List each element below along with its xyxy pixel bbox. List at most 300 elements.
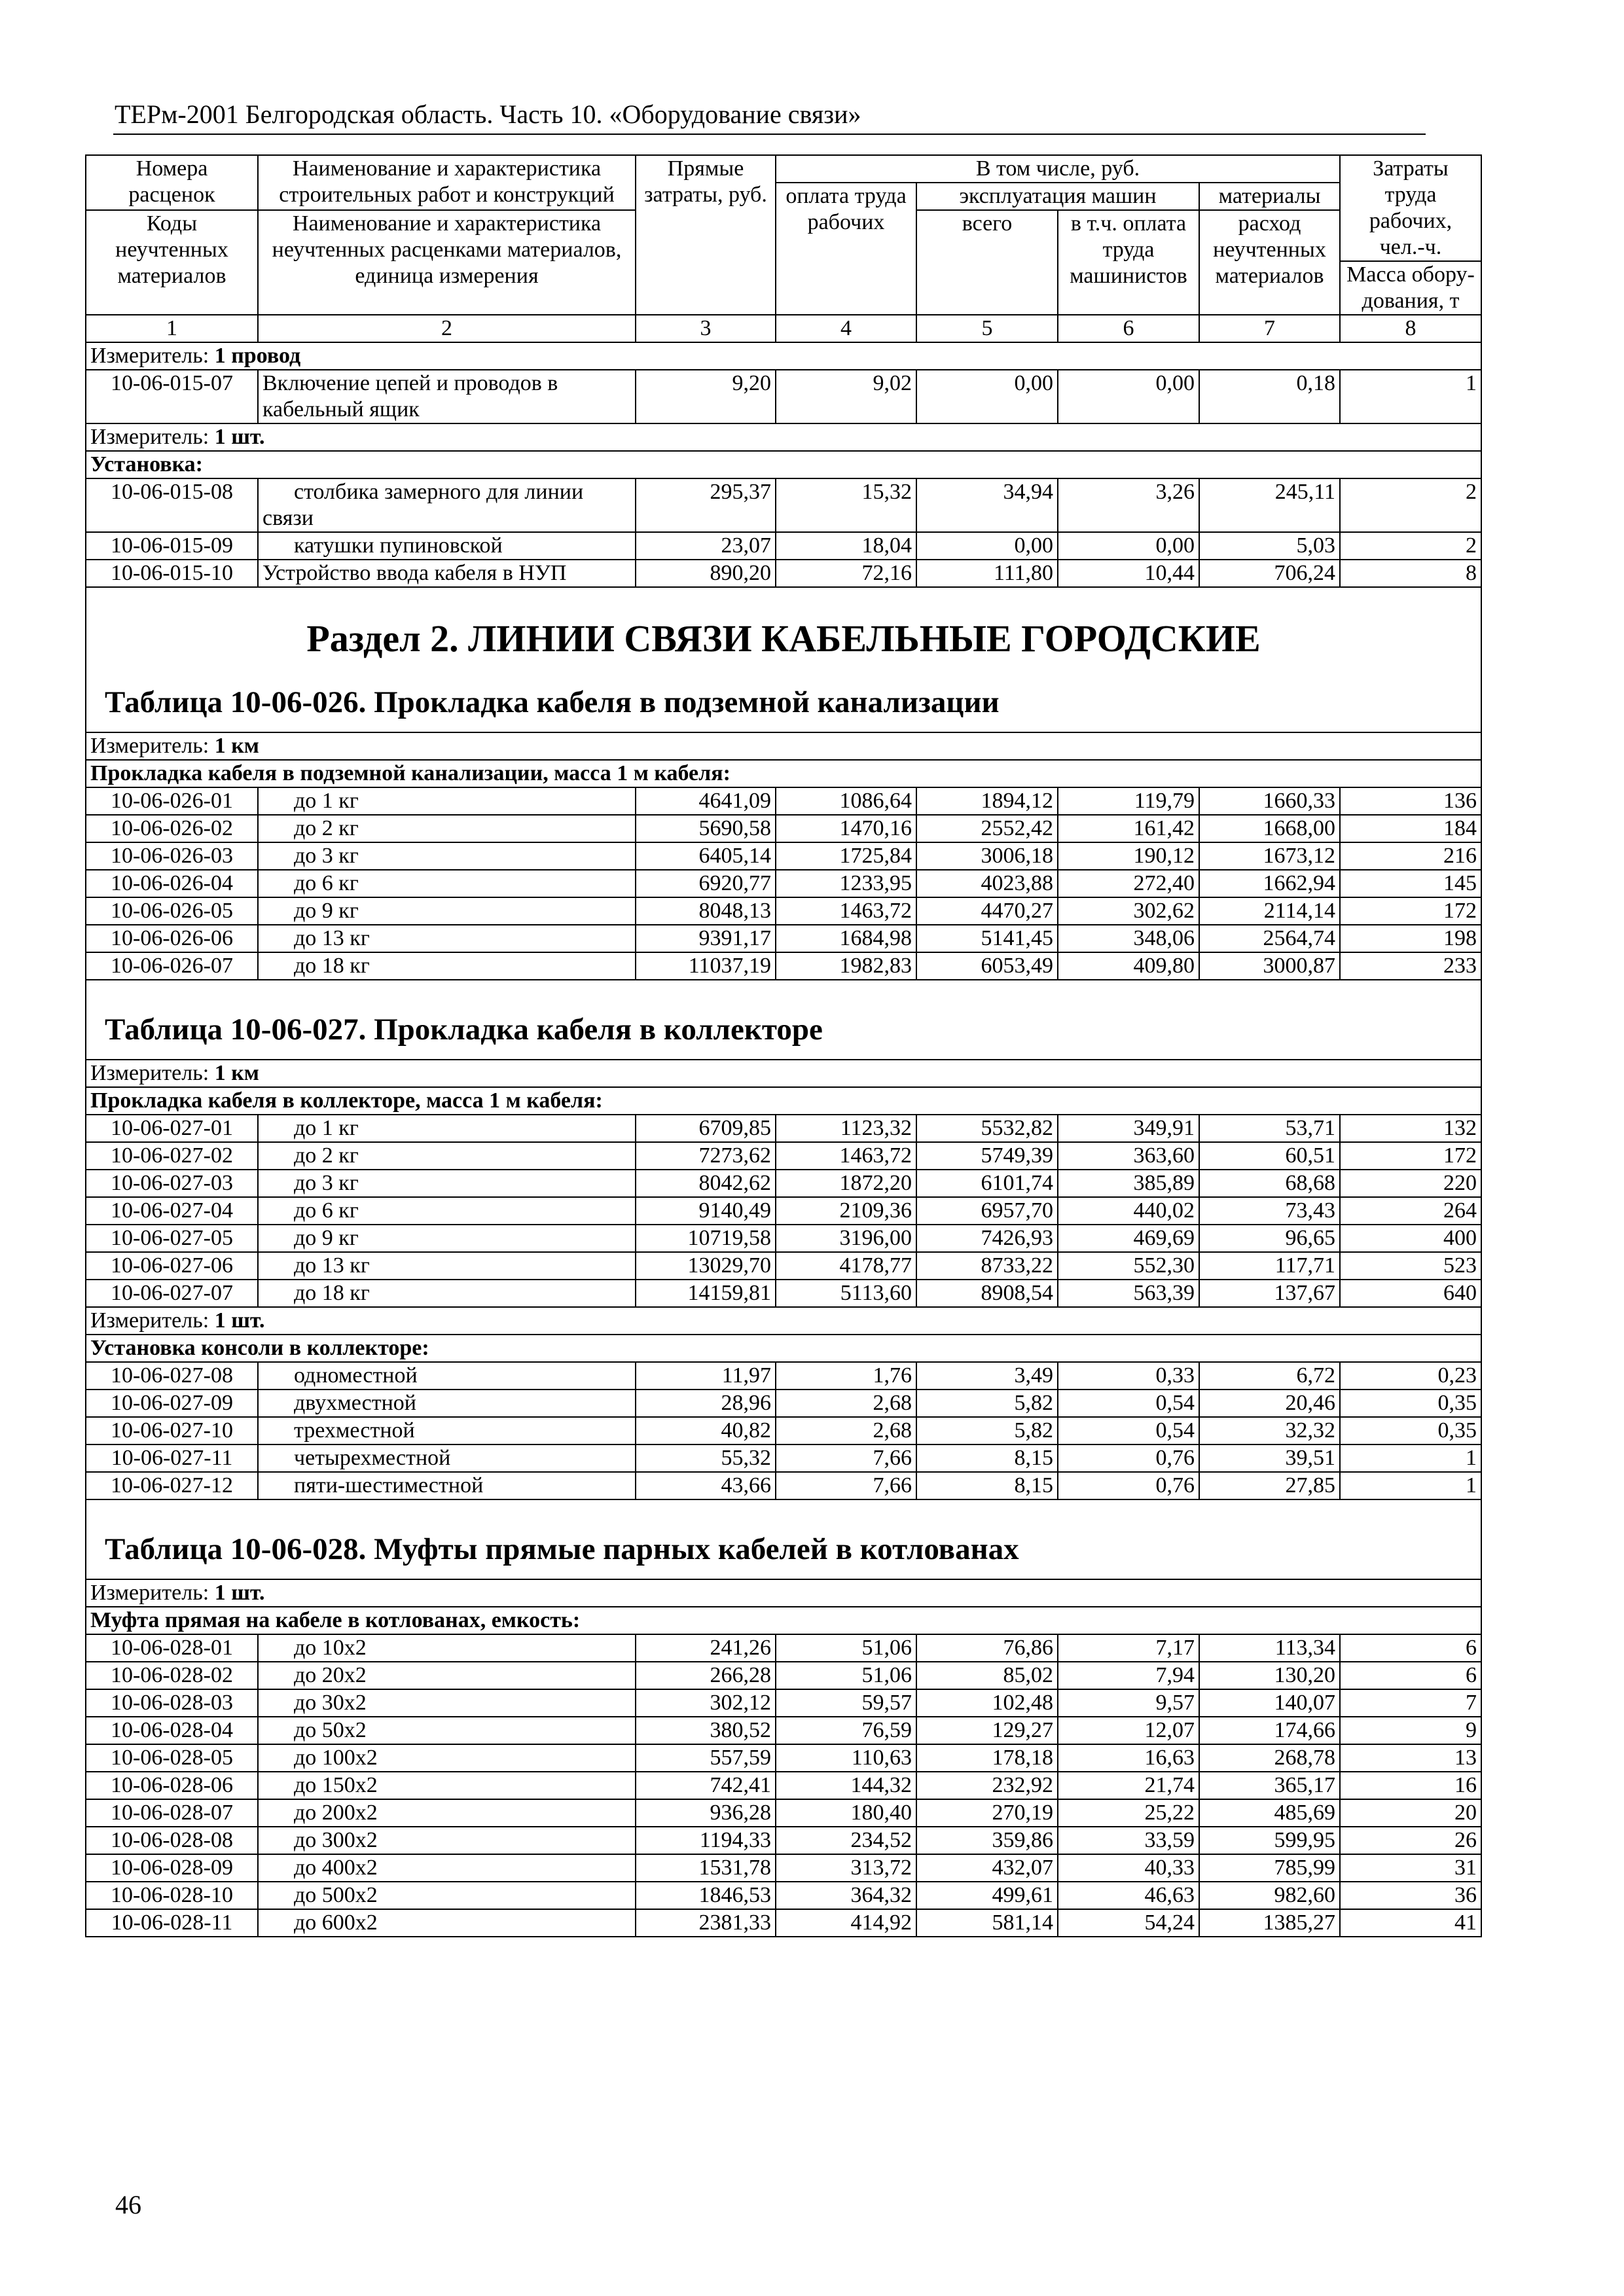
- direct-costs: 4641,09: [636, 787, 776, 815]
- col-header-material-codes: Коды неучтенных материалов: [86, 210, 258, 315]
- rate-code: 10-06-015-10: [86, 560, 258, 587]
- rate-name: до 500х2: [258, 1882, 636, 1909]
- direct-costs: 9391,17: [636, 925, 776, 952]
- labor-costs: 400: [1340, 1225, 1481, 1252]
- operator-pay: 119,79: [1058, 787, 1199, 815]
- direct-costs: 2381,33: [636, 1909, 776, 1937]
- machines-total: 270,19: [916, 1799, 1058, 1827]
- machines-total: 178,18: [916, 1744, 1058, 1772]
- worker-pay: 1725,84: [776, 842, 916, 870]
- operator-pay: 0,33: [1058, 1362, 1199, 1390]
- labor-costs: 1: [1340, 1472, 1481, 1499]
- machines-total: 34,94: [916, 478, 1058, 532]
- materials: 20,46: [1199, 1390, 1340, 1417]
- rate-code: 10-06-026-04: [86, 870, 258, 897]
- rate-code: 10-06-027-12: [86, 1472, 258, 1499]
- table-row: [86, 1142, 1481, 1170]
- materials: 39,51: [1199, 1444, 1340, 1472]
- operator-pay: 16,63: [1058, 1744, 1199, 1772]
- worker-pay: 1463,72: [776, 1142, 916, 1170]
- worker-pay: 144,32: [776, 1772, 916, 1799]
- worker-pay: 7,66: [776, 1472, 916, 1499]
- rate-name: двухместной: [258, 1390, 636, 1417]
- rate-code: 10-06-015-07: [86, 370, 258, 423]
- table-row: [86, 478, 1481, 532]
- direct-costs: 1846,53: [636, 1882, 776, 1909]
- materials: 137,67: [1199, 1280, 1340, 1307]
- operator-pay: 33,59: [1058, 1827, 1199, 1854]
- operator-pay: 0,00: [1058, 532, 1199, 560]
- unit-row: [86, 342, 1481, 370]
- unit-label: Измеритель: 1 шт.: [86, 423, 1481, 451]
- labor-costs: 31: [1340, 1854, 1481, 1882]
- column-number: 2: [258, 315, 636, 342]
- operator-pay: 40,33: [1058, 1854, 1199, 1882]
- labor-costs: 233: [1340, 952, 1481, 980]
- direct-costs: 9140,49: [636, 1197, 776, 1225]
- materials: 485,69: [1199, 1799, 1340, 1827]
- labor-costs: 145: [1340, 870, 1481, 897]
- table-row: [86, 787, 1481, 815]
- table-row: [86, 842, 1481, 870]
- operator-pay: 440,02: [1058, 1197, 1199, 1225]
- subheading-row: [86, 1335, 1481, 1362]
- rate-code: 10-06-028-11: [86, 1909, 258, 1937]
- table-row: [86, 1689, 1481, 1717]
- operator-pay: 385,89: [1058, 1170, 1199, 1197]
- materials: 268,78: [1199, 1744, 1340, 1772]
- rate-code: 10-06-028-07: [86, 1799, 258, 1827]
- rate-name: до 30х2: [258, 1689, 636, 1717]
- machines-total: 5749,39: [916, 1142, 1058, 1170]
- materials: 0,18: [1199, 370, 1340, 423]
- rate-name: Устройство ввода кабеля в НУП: [258, 560, 636, 587]
- table-row: [86, 952, 1481, 980]
- operator-pay: 21,74: [1058, 1772, 1199, 1799]
- operator-pay: 302,62: [1058, 897, 1199, 925]
- worker-pay: 72,16: [776, 560, 916, 587]
- unit-row: [86, 1579, 1481, 1607]
- table-row: [86, 1472, 1481, 1499]
- worker-pay: 5113,60: [776, 1280, 916, 1307]
- operator-pay: 25,22: [1058, 1799, 1199, 1827]
- labor-costs: 172: [1340, 1142, 1481, 1170]
- rate-code: 10-06-015-09: [86, 532, 258, 560]
- subheading: Прокладка кабеля в подземной канализации, масса 1 м кабеля:: [86, 760, 1481, 787]
- running-header: ТЕРм-2001 Белгородская область. Часть 10. «Оборудование связи»: [115, 99, 861, 129]
- direct-costs: 380,52: [636, 1717, 776, 1744]
- worker-pay: 18,04: [776, 532, 916, 560]
- rate-name: до 3 кг: [258, 1170, 636, 1197]
- worker-pay: 1086,64: [776, 787, 916, 815]
- table-row: [86, 870, 1481, 897]
- table-title-cell: [86, 980, 1481, 1060]
- rate-name: до 6 кг: [258, 1197, 636, 1225]
- col-header-machines: эксплуатация машин: [916, 183, 1199, 210]
- column-number: 6: [1058, 315, 1199, 342]
- worker-pay: 2,68: [776, 1417, 916, 1444]
- worker-pay: 1463,72: [776, 897, 916, 925]
- table-row: [86, 1662, 1481, 1689]
- labor-costs: 1: [1340, 370, 1481, 423]
- table-row: [86, 1634, 1481, 1662]
- rate-code: 10-06-027-11: [86, 1444, 258, 1472]
- direct-costs: 28,96: [636, 1390, 776, 1417]
- rate-name: до 20х2: [258, 1662, 636, 1689]
- rate-name: до 3 кг: [258, 842, 636, 870]
- machines-total: 499,61: [916, 1882, 1058, 1909]
- worker-pay: 76,59: [776, 1717, 916, 1744]
- table-row: [86, 925, 1481, 952]
- labor-costs: 0,35: [1340, 1390, 1481, 1417]
- rate-name: до 1 кг: [258, 787, 636, 815]
- rate-code: 10-06-027-04: [86, 1197, 258, 1225]
- rate-name: столбика замерного для линии связи: [258, 478, 636, 532]
- machines-total: 85,02: [916, 1662, 1058, 1689]
- section-title: Раздел 2. ЛИНИИ СВЯЗИ КАБЕЛЬНЫЕ ГОРОДСКИЕ: [306, 617, 1261, 660]
- column-number: 1: [86, 315, 258, 342]
- materials: 6,72: [1199, 1362, 1340, 1390]
- direct-costs: 8048,13: [636, 897, 776, 925]
- direct-costs: 13029,70: [636, 1252, 776, 1280]
- col-header-direct-costs: Прямые затраты, руб.: [636, 155, 776, 315]
- table-title: Таблица 10-06-028. Муфты прямые парных кабелей в котлованах: [105, 1532, 1019, 1566]
- table-row: [86, 1799, 1481, 1827]
- operator-pay: 0,00: [1058, 370, 1199, 423]
- column-number: 8: [1340, 315, 1481, 342]
- direct-costs: 8042,62: [636, 1170, 776, 1197]
- direct-costs: 266,28: [636, 1662, 776, 1689]
- materials: 174,66: [1199, 1717, 1340, 1744]
- operator-pay: 363,60: [1058, 1142, 1199, 1170]
- table-row: [86, 1827, 1481, 1854]
- labor-costs: 9: [1340, 1717, 1481, 1744]
- materials: 245,11: [1199, 478, 1340, 532]
- worker-pay: 1684,98: [776, 925, 916, 952]
- worker-pay: 2,68: [776, 1390, 916, 1417]
- labor-costs: 6: [1340, 1634, 1481, 1662]
- col-header-labor-costs: Затраты труда рабочих, чел.-ч.: [1340, 155, 1481, 261]
- rate-name: трехместной: [258, 1417, 636, 1444]
- materials: 32,32: [1199, 1417, 1340, 1444]
- operator-pay: 348,06: [1058, 925, 1199, 952]
- unit-row: [86, 1060, 1481, 1087]
- worker-pay: 2109,36: [776, 1197, 916, 1225]
- table-row: [86, 815, 1481, 842]
- table-row: [86, 1390, 1481, 1417]
- materials: 130,20: [1199, 1662, 1340, 1689]
- subheading-row: [86, 760, 1481, 787]
- rate-name: до 2 кг: [258, 815, 636, 842]
- rate-name: до 50х2: [258, 1717, 636, 1744]
- direct-costs: 302,12: [636, 1689, 776, 1717]
- labor-costs: 172: [1340, 897, 1481, 925]
- machines-total: 8,15: [916, 1472, 1058, 1499]
- worker-pay: 9,02: [776, 370, 916, 423]
- table-title-row: [86, 980, 1481, 1060]
- labor-costs: 6: [1340, 1662, 1481, 1689]
- column-number: 4: [776, 315, 916, 342]
- rate-name: до 1 кг: [258, 1115, 636, 1142]
- materials: 599,95: [1199, 1827, 1340, 1854]
- operator-pay: 9,57: [1058, 1689, 1199, 1717]
- col-header-worker-pay: оплата труда рабочих: [776, 183, 916, 315]
- machines-total: 2552,42: [916, 815, 1058, 842]
- direct-costs: 1194,33: [636, 1827, 776, 1854]
- rate-code: 10-06-028-04: [86, 1717, 258, 1744]
- worker-pay: 51,06: [776, 1662, 916, 1689]
- column-number: 5: [916, 315, 1058, 342]
- col-header-materials: материалы: [1199, 183, 1340, 210]
- table-row: [86, 1772, 1481, 1799]
- table-row: [86, 1115, 1481, 1142]
- labor-costs: 20: [1340, 1799, 1481, 1827]
- direct-costs: 241,26: [636, 1634, 776, 1662]
- table-row: [86, 1225, 1481, 1252]
- direct-costs: 6405,14: [636, 842, 776, 870]
- rate-name: до 6 кг: [258, 870, 636, 897]
- worker-pay: 3196,00: [776, 1225, 916, 1252]
- operator-pay: 409,80: [1058, 952, 1199, 980]
- direct-costs: 295,37: [636, 478, 776, 532]
- table-title: Таблица 10-06-026. Прокладка кабеля в подземной канализации: [105, 685, 1000, 719]
- rate-code: 10-06-027-08: [86, 1362, 258, 1390]
- direct-costs: 5690,58: [636, 815, 776, 842]
- operator-pay: 54,24: [1058, 1909, 1199, 1937]
- table-row: [86, 897, 1481, 925]
- rate-name: до 300х2: [258, 1827, 636, 1854]
- worker-pay: 1470,16: [776, 815, 916, 842]
- rate-name: Включение цепей и проводов в кабельный ящик: [258, 370, 636, 423]
- labor-costs: 216: [1340, 842, 1481, 870]
- subheading: Установка консоли в коллекторе:: [86, 1335, 1481, 1362]
- labor-costs: 13: [1340, 1744, 1481, 1772]
- worker-pay: 59,57: [776, 1689, 916, 1717]
- machines-total: 5141,45: [916, 925, 1058, 952]
- operator-pay: 161,42: [1058, 815, 1199, 842]
- direct-costs: 890,20: [636, 560, 776, 587]
- materials: 982,60: [1199, 1882, 1340, 1909]
- rate-code: 10-06-026-02: [86, 815, 258, 842]
- table-row: [86, 560, 1481, 587]
- machines-total: 0,00: [916, 370, 1058, 423]
- direct-costs: 1531,78: [636, 1854, 776, 1882]
- labor-costs: 2: [1340, 532, 1481, 560]
- subheading-row: [86, 1607, 1481, 1634]
- table-row: [86, 1197, 1481, 1225]
- section-heading-row: [86, 587, 1481, 732]
- materials: 785,99: [1199, 1854, 1340, 1882]
- machines-total: 6957,70: [916, 1197, 1058, 1225]
- worker-pay: 364,32: [776, 1882, 916, 1909]
- rate-code: 10-06-028-06: [86, 1772, 258, 1799]
- worker-pay: 4178,77: [776, 1252, 916, 1280]
- materials: 365,17: [1199, 1772, 1340, 1799]
- col-header-unaccounted-materials: расход неучтенных материалов: [1199, 210, 1340, 315]
- rate-name: до 100х2: [258, 1744, 636, 1772]
- col-header-work-name: Наименование и характеристика строительных работ и конструкций: [258, 155, 636, 210]
- materials: 1662,94: [1199, 870, 1340, 897]
- machines-total: 4023,88: [916, 870, 1058, 897]
- labor-costs: 1: [1340, 1444, 1481, 1472]
- direct-costs: 6709,85: [636, 1115, 776, 1142]
- materials: 140,07: [1199, 1689, 1340, 1717]
- unit-label: Измеритель: 1 провод: [86, 342, 1481, 370]
- materials: 53,71: [1199, 1115, 1340, 1142]
- table-row: [86, 1362, 1481, 1390]
- rate-code: 10-06-028-03: [86, 1689, 258, 1717]
- unit-label: Измеритель: 1 шт.: [86, 1579, 1481, 1607]
- table-row: [86, 532, 1481, 560]
- operator-pay: 7,17: [1058, 1634, 1199, 1662]
- direct-costs: 55,32: [636, 1444, 776, 1472]
- machines-total: 76,86: [916, 1634, 1058, 1662]
- rate-code: 10-06-027-02: [86, 1142, 258, 1170]
- rate-name: до 10х2: [258, 1634, 636, 1662]
- table-row: [86, 1417, 1481, 1444]
- rate-code: 10-06-026-01: [86, 787, 258, 815]
- machines-total: 7426,93: [916, 1225, 1058, 1252]
- machines-total: 5,82: [916, 1390, 1058, 1417]
- materials: 706,24: [1199, 560, 1340, 587]
- rate-code: 10-06-026-06: [86, 925, 258, 952]
- rate-name: до 9 кг: [258, 897, 636, 925]
- rate-name: одноместной: [258, 1362, 636, 1390]
- rate-name: пяти-шестиместной: [258, 1472, 636, 1499]
- labor-costs: 26: [1340, 1827, 1481, 1854]
- labor-costs: 198: [1340, 925, 1481, 952]
- direct-costs: 9,20: [636, 370, 776, 423]
- table-row: [86, 1252, 1481, 1280]
- worker-pay: 51,06: [776, 1634, 916, 1662]
- operator-pay: 190,12: [1058, 842, 1199, 870]
- table-row: [86, 1280, 1481, 1307]
- column-number: 3: [636, 315, 776, 342]
- operator-pay: 7,94: [1058, 1662, 1199, 1689]
- direct-costs: 11037,19: [636, 952, 776, 980]
- rate-code: 10-06-027-03: [86, 1170, 258, 1197]
- machines-total: 432,07: [916, 1854, 1058, 1882]
- machines-total: 232,92: [916, 1772, 1058, 1799]
- labor-costs: 2: [1340, 478, 1481, 532]
- materials: 117,71: [1199, 1252, 1340, 1280]
- rate-code: 10-06-028-10: [86, 1882, 258, 1909]
- page-number: 46: [115, 2190, 141, 2219]
- table-title: Таблица 10-06-027. Прокладка кабеля в коллекторе: [105, 1013, 823, 1047]
- labor-costs: 264: [1340, 1197, 1481, 1225]
- rate-name: до 13 кг: [258, 925, 636, 952]
- col-header-material-names: Наименование и характеристика неучтенных расценками материалов, единица измерения: [258, 210, 636, 315]
- operator-pay: 272,40: [1058, 870, 1199, 897]
- materials: 113,34: [1199, 1634, 1340, 1662]
- direct-costs: 23,07: [636, 532, 776, 560]
- table-026-body: [86, 787, 1481, 980]
- column-number: 7: [1199, 315, 1340, 342]
- rate-code: 10-06-028-08: [86, 1827, 258, 1854]
- materials: 2114,14: [1199, 897, 1340, 925]
- labor-costs: 0,35: [1340, 1417, 1481, 1444]
- rate-code: 10-06-026-05: [86, 897, 258, 925]
- rates-table: [85, 154, 1482, 1937]
- labor-costs: 136: [1340, 787, 1481, 815]
- rate-name: до 18 кг: [258, 1280, 636, 1307]
- machines-total: 3006,18: [916, 842, 1058, 870]
- rate-code: 10-06-026-07: [86, 952, 258, 980]
- unit-row: [86, 1307, 1481, 1335]
- rate-code: 10-06-027-01: [86, 1115, 258, 1142]
- materials: 1668,00: [1199, 815, 1340, 842]
- subheading: Прокладка кабеля в коллекторе, масса 1 м кабеля:: [86, 1087, 1481, 1115]
- operator-pay: 469,69: [1058, 1225, 1199, 1252]
- direct-costs: 40,82: [636, 1417, 776, 1444]
- table-row: [86, 1882, 1481, 1909]
- worker-pay: 180,40: [776, 1799, 916, 1827]
- rate-name: до 2 кг: [258, 1142, 636, 1170]
- table-row: [86, 1744, 1481, 1772]
- operator-pay: 349,91: [1058, 1115, 1199, 1142]
- machines-total: 0,00: [916, 532, 1058, 560]
- machines-total: 8908,54: [916, 1280, 1058, 1307]
- table-title-row: [86, 1499, 1481, 1579]
- worker-pay: 313,72: [776, 1854, 916, 1882]
- worker-pay: 1872,20: [776, 1170, 916, 1197]
- labor-costs: 220: [1340, 1170, 1481, 1197]
- worker-pay: 15,32: [776, 478, 916, 532]
- rate-name: до 400х2: [258, 1854, 636, 1882]
- subheading-row: [86, 451, 1481, 478]
- rate-code: 10-06-027-05: [86, 1225, 258, 1252]
- table-row: [86, 1444, 1481, 1472]
- labor-costs: 523: [1340, 1252, 1481, 1280]
- table-row: [86, 1717, 1481, 1744]
- direct-costs: 936,28: [636, 1799, 776, 1827]
- operator-pay: 552,30: [1058, 1252, 1199, 1280]
- labor-costs: 8: [1340, 560, 1481, 587]
- labor-costs: 7: [1340, 1689, 1481, 1717]
- labor-costs: 184: [1340, 815, 1481, 842]
- materials: 5,03: [1199, 532, 1340, 560]
- rate-name: до 150х2: [258, 1772, 636, 1799]
- labor-costs: 36: [1340, 1882, 1481, 1909]
- table-row: [86, 370, 1481, 423]
- unit-label: Измеритель: 1 км: [86, 1060, 1481, 1087]
- worker-pay: 414,92: [776, 1909, 916, 1937]
- operator-pay: 0,54: [1058, 1417, 1199, 1444]
- labor-costs: 41: [1340, 1909, 1481, 1937]
- labor-costs: 0,23: [1340, 1362, 1481, 1390]
- direct-costs: 14159,81: [636, 1280, 776, 1307]
- unit-label: Измеритель: 1 шт.: [86, 1307, 1481, 1335]
- rate-code: 10-06-015-08: [86, 478, 258, 532]
- rate-name: до 13 кг: [258, 1252, 636, 1280]
- worker-pay: 1123,32: [776, 1115, 916, 1142]
- materials: 3000,87: [1199, 952, 1340, 980]
- col-header-including: В том числе, руб.: [776, 155, 1340, 183]
- rate-code: 10-06-027-07: [86, 1280, 258, 1307]
- table-row: [86, 1909, 1481, 1937]
- materials: 27,85: [1199, 1472, 1340, 1499]
- worker-pay: 110,63: [776, 1744, 916, 1772]
- materials: 60,51: [1199, 1142, 1340, 1170]
- worker-pay: 234,52: [776, 1827, 916, 1854]
- header-row: [86, 155, 1481, 183]
- operator-pay: 0,54: [1058, 1390, 1199, 1417]
- rate-name: до 600х2: [258, 1909, 636, 1937]
- direct-costs: 43,66: [636, 1472, 776, 1499]
- direct-costs: 7273,62: [636, 1142, 776, 1170]
- labor-costs: 640: [1340, 1280, 1481, 1307]
- operator-pay: 12,07: [1058, 1717, 1199, 1744]
